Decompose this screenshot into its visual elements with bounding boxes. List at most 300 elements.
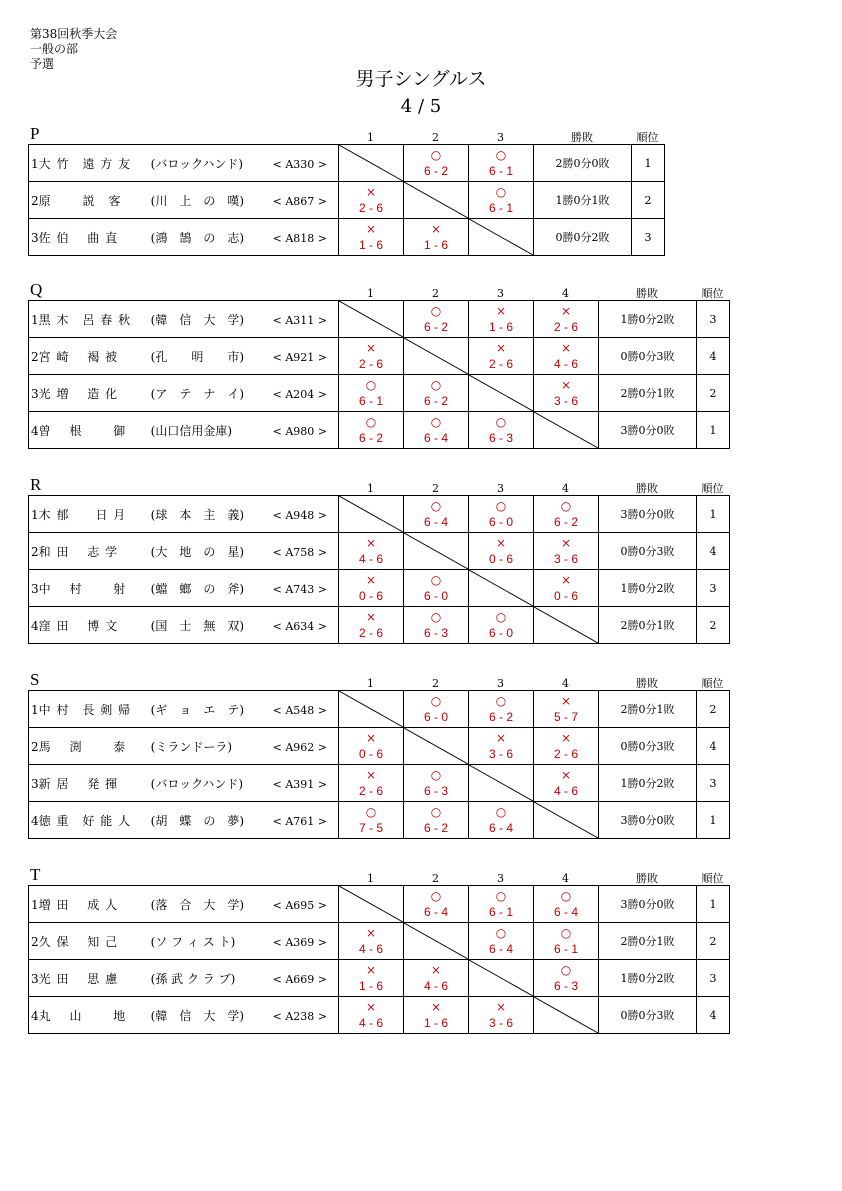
match-score: 6 - 3: [423, 626, 448, 640]
loss-mark: ×: [365, 963, 377, 977]
stage-name: 予選: [30, 57, 55, 71]
table-row: [29, 338, 730, 375]
self-match-cell: [469, 570, 534, 607]
match-cell: [469, 607, 534, 644]
player-cell: [29, 691, 339, 728]
league-table: [28, 690, 730, 839]
player-id: < A548 >: [272, 703, 328, 717]
player-number: 3: [31, 386, 39, 401]
result-header: 勝敗: [636, 287, 658, 300]
loss-mark: ×: [495, 1000, 507, 1014]
column-header: 2: [432, 131, 439, 144]
column-header: 1: [367, 131, 374, 144]
match-cell: [534, 960, 599, 997]
rank-cell: 3: [697, 301, 730, 338]
player-cell: [29, 412, 339, 449]
win-mark: ○: [495, 889, 507, 903]
player-club: (蟷 螂 の 斧): [150, 581, 245, 596]
self-match-cell: [339, 886, 404, 923]
player-name: 増 田 成 人: [38, 897, 119, 912]
group-label: Q: [30, 280, 43, 299]
match-cell: [404, 301, 469, 338]
column-header: 3: [497, 677, 504, 690]
match-score: 6 - 0: [423, 710, 448, 724]
player-id: < A818 >: [272, 231, 328, 245]
group-label: T: [30, 865, 41, 884]
player-number: 2: [31, 544, 39, 559]
win-mark: ○: [560, 963, 572, 977]
loss-mark: ×: [560, 768, 572, 782]
win-mark: ○: [365, 805, 377, 819]
match-score: 2 - 6: [358, 201, 383, 215]
match-cell: [404, 412, 469, 449]
player-name: 中 村 射: [38, 581, 127, 596]
result-header: 勝敗: [636, 872, 658, 885]
match-score: 6 - 0: [488, 626, 513, 640]
loss-mark: ×: [560, 694, 572, 708]
column-header: 3: [497, 131, 504, 144]
rank-cell: 4: [697, 997, 730, 1034]
player-club: (鴻 鵠 の 志): [150, 230, 245, 245]
table-row: [29, 765, 730, 802]
rank-cell: 1: [697, 802, 730, 839]
player-name: 新 居 発 揮: [38, 776, 119, 791]
loss-mark: ×: [430, 963, 442, 977]
table-row: [29, 607, 730, 644]
match-score: 6 - 2: [553, 515, 578, 529]
loss-mark: ×: [495, 731, 507, 745]
table-row: [29, 997, 730, 1034]
player-club: (ミランドーラ): [150, 739, 233, 754]
match-score: 1 - 6: [423, 238, 448, 252]
record-cell: 1勝0分1敗: [534, 182, 632, 219]
match-cell: [469, 923, 534, 960]
match-score: 3 - 6: [553, 552, 578, 566]
player-club: (孔 明 市): [150, 349, 245, 364]
rank-cell: 3: [697, 570, 730, 607]
match-cell: [534, 570, 599, 607]
win-mark: ○: [495, 926, 507, 940]
match-score: 6 - 1: [488, 905, 513, 919]
player-cell: [29, 375, 339, 412]
player-cell: [29, 802, 339, 839]
match-score: 0 - 6: [553, 589, 578, 603]
table-row: [29, 570, 730, 607]
column-header: 2: [432, 677, 439, 690]
player-name: 馬 渕 泰: [38, 739, 127, 754]
win-mark: ○: [430, 610, 442, 624]
match-cell: [404, 219, 469, 256]
loss-mark: ×: [430, 1000, 442, 1014]
self-match-cell: [339, 145, 404, 182]
player-number: 1: [31, 702, 39, 717]
player-club: (大 地 の 星): [150, 544, 245, 559]
match-score: 0 - 6: [358, 747, 383, 761]
match-cell: [404, 960, 469, 997]
self-match-cell: [404, 338, 469, 375]
loss-mark: ×: [560, 573, 572, 587]
player-cell: [29, 301, 339, 338]
match-score: 6 - 4: [423, 515, 448, 529]
match-score: 1 - 6: [358, 238, 383, 252]
player-name: 大 竹 遠 方 友: [38, 156, 132, 171]
win-mark: ○: [430, 148, 442, 162]
match-cell: [469, 496, 534, 533]
player-cell: [29, 765, 339, 802]
table-row: [29, 533, 730, 570]
record-cell: 3勝0分0敗: [599, 802, 697, 839]
match-score: 2 - 6: [358, 784, 383, 798]
player-cell: [29, 570, 339, 607]
match-score: 1 - 6: [423, 1016, 448, 1030]
self-match-cell: [469, 219, 534, 256]
record-cell: 2勝0分1敗: [599, 607, 697, 644]
record-cell: 0勝0分2敗: [534, 219, 632, 256]
rank-cell: 3: [632, 219, 665, 256]
player-name: 和 田 志 学: [38, 544, 119, 559]
match-cell: [404, 691, 469, 728]
player-club: (国 士 無 双): [150, 618, 245, 633]
player-club: (バロックハンド): [150, 156, 244, 171]
division-name: 一般の部: [30, 42, 79, 56]
column-header: 4: [562, 287, 569, 300]
match-score: 0 - 6: [488, 552, 513, 566]
match-score: 2 - 6: [488, 357, 513, 371]
self-match-cell: [534, 607, 599, 644]
rank-cell: 1: [632, 145, 665, 182]
match-score: 5 - 7: [553, 710, 578, 724]
player-name: 光 増 造 化: [38, 386, 119, 401]
player-number: 4: [31, 423, 39, 438]
win-mark: ○: [495, 499, 507, 513]
player-club: (ギ ョ エ テ): [150, 702, 245, 717]
win-mark: ○: [495, 148, 507, 162]
match-score: 7 - 5: [358, 821, 383, 835]
loss-mark: ×: [495, 536, 507, 550]
match-score: 3 - 6: [488, 747, 513, 761]
player-name: 久 保 知 己: [38, 934, 119, 949]
record-cell: 1勝0分2敗: [599, 765, 697, 802]
player-name: 徳 重 好 能 人: [38, 813, 132, 828]
record-cell: 1勝0分2敗: [599, 960, 697, 997]
match-score: 4 - 6: [553, 357, 578, 371]
rank-header: 順位: [636, 131, 659, 144]
match-score: 6 - 3: [423, 784, 448, 798]
player-number: 2: [31, 739, 39, 754]
player-number: 3: [31, 581, 39, 596]
loss-mark: ×: [365, 1000, 377, 1014]
match-cell: [339, 182, 404, 219]
loss-mark: ×: [560, 378, 572, 392]
result-header: 勝敗: [636, 482, 658, 495]
group-label: R: [30, 475, 42, 494]
match-cell: [404, 375, 469, 412]
match-score: 6 - 3: [488, 431, 513, 445]
record-cell: 2勝0分1敗: [599, 691, 697, 728]
self-match-cell: [404, 533, 469, 570]
match-score: 4 - 6: [358, 552, 383, 566]
loss-mark: ×: [365, 573, 377, 587]
match-cell: [339, 219, 404, 256]
win-mark: ○: [430, 499, 442, 513]
player-club: (川 上 の 嘆): [150, 193, 245, 208]
win-mark: ○: [430, 573, 442, 587]
player-club: (ソ フ ィ ス ト): [150, 934, 236, 949]
match-score: 6 - 3: [553, 979, 578, 993]
table-row: [29, 412, 730, 449]
player-club: (孫 武 ク ラ ブ): [150, 971, 236, 986]
player-id: < A695 >: [272, 898, 328, 912]
match-score: 6 - 0: [488, 515, 513, 529]
record-cell: 3勝0分0敗: [599, 412, 697, 449]
player-cell: [29, 219, 339, 256]
win-mark: ○: [430, 889, 442, 903]
self-match-cell: [404, 182, 469, 219]
player-cell: [29, 886, 339, 923]
match-cell: [404, 607, 469, 644]
player-cell: [29, 923, 339, 960]
match-cell: [469, 338, 534, 375]
player-name: 佐 伯 曲 直: [38, 230, 119, 245]
player-number: 1: [31, 156, 39, 171]
record-cell: 2勝0分0敗: [534, 145, 632, 182]
match-cell: [469, 533, 534, 570]
player-name: 中 村 長 剣 帰: [38, 702, 132, 717]
match-cell: [534, 375, 599, 412]
match-cell: [404, 765, 469, 802]
match-cell: [534, 886, 599, 923]
result-header: 勝敗: [636, 677, 658, 690]
column-header: 3: [497, 482, 504, 495]
match-cell: [339, 570, 404, 607]
win-mark: ○: [495, 415, 507, 429]
match-score: 6 - 1: [488, 201, 513, 215]
match-cell: [404, 496, 469, 533]
self-match-cell: [469, 375, 534, 412]
player-club: (胡 蝶 の 夢): [150, 813, 245, 828]
loss-mark: ×: [365, 341, 377, 355]
player-number: 2: [31, 349, 39, 364]
record-cell: 1勝0分2敗: [599, 570, 697, 607]
match-score: 6 - 1: [488, 164, 513, 178]
player-cell: [29, 607, 339, 644]
loss-mark: ×: [365, 185, 377, 199]
match-cell: [404, 570, 469, 607]
record-cell: 1勝0分2敗: [599, 301, 697, 338]
match-cell: [469, 886, 534, 923]
player-number: 4: [31, 1008, 39, 1023]
match-score: 6 - 4: [553, 905, 578, 919]
match-cell: [339, 802, 404, 839]
rank-cell: 2: [632, 182, 665, 219]
match-score: 6 - 2: [423, 164, 448, 178]
player-id: < A204 >: [272, 387, 328, 401]
table-row: [29, 375, 730, 412]
match-cell: [339, 338, 404, 375]
loss-mark: ×: [430, 222, 442, 236]
self-match-cell: [534, 997, 599, 1034]
rank-cell: 1: [697, 412, 730, 449]
match-score: 4 - 6: [553, 784, 578, 798]
player-id: < A238 >: [272, 1009, 328, 1023]
table-row: [29, 182, 665, 219]
match-score: 6 - 4: [488, 821, 513, 835]
record-cell: 0勝0分3敗: [599, 533, 697, 570]
loss-mark: ×: [560, 731, 572, 745]
loss-mark: ×: [365, 610, 377, 624]
match-score: 3 - 6: [553, 394, 578, 408]
loss-mark: ×: [365, 222, 377, 236]
player-name: 原 説 客: [38, 193, 122, 208]
self-match-cell: [339, 691, 404, 728]
player-cell: [29, 533, 339, 570]
match-cell: [469, 145, 534, 182]
match-cell: [469, 691, 534, 728]
win-mark: ○: [495, 694, 507, 708]
loss-mark: ×: [365, 536, 377, 550]
match-score: 6 - 4: [423, 905, 448, 919]
match-cell: [339, 607, 404, 644]
player-number: 2: [31, 934, 39, 949]
table-row: [29, 960, 730, 997]
match-cell: [339, 728, 404, 765]
win-mark: ○: [560, 499, 572, 513]
loss-mark: ×: [560, 536, 572, 550]
group-label: S: [30, 670, 40, 689]
player-name: 宮 崎 褐 被: [38, 349, 119, 364]
player-id: < A962 >: [272, 740, 328, 754]
player-club: (バロックハンド): [150, 776, 244, 791]
match-cell: [404, 802, 469, 839]
win-mark: ○: [430, 694, 442, 708]
column-header: 3: [497, 872, 504, 885]
player-id: < A391 >: [272, 777, 328, 791]
player-id: < A980 >: [272, 424, 328, 438]
match-cell: [404, 997, 469, 1034]
table-row: [29, 886, 730, 923]
player-number: 4: [31, 618, 39, 633]
self-match-cell: [469, 765, 534, 802]
player-number: 3: [31, 971, 39, 986]
match-score: 2 - 6: [553, 747, 578, 761]
loss-mark: ×: [495, 304, 507, 318]
match-score: 1 - 6: [488, 320, 513, 334]
record-cell: 3勝0分0敗: [599, 496, 697, 533]
column-header: 4: [562, 482, 569, 495]
player-cell: [29, 960, 339, 997]
player-club: (韓 信 大 学): [150, 1008, 245, 1023]
player-id: < A369 >: [272, 935, 328, 949]
match-score: 3 - 6: [488, 1016, 513, 1030]
table-row: [29, 728, 730, 765]
win-mark: ○: [495, 610, 507, 624]
rank-header: 順位: [701, 677, 724, 690]
player-name: 窪 田 博 文: [38, 618, 119, 633]
self-match-cell: [339, 496, 404, 533]
rank-cell: 1: [697, 886, 730, 923]
match-score: 2 - 6: [553, 320, 578, 334]
player-club: (韓 信 大 学): [150, 312, 245, 327]
rank-header: 順位: [701, 872, 724, 885]
self-match-cell: [339, 301, 404, 338]
win-mark: ○: [560, 926, 572, 940]
match-score: 6 - 2: [423, 394, 448, 408]
player-number: 1: [31, 897, 39, 912]
loss-mark: ×: [560, 304, 572, 318]
rank-cell: 2: [697, 607, 730, 644]
record-cell: 0勝0分3敗: [599, 728, 697, 765]
player-cell: [29, 496, 339, 533]
group-label: P: [30, 124, 40, 143]
self-match-cell: [404, 728, 469, 765]
player-number: 3: [31, 230, 39, 245]
match-cell: [339, 960, 404, 997]
rank-cell: 3: [697, 765, 730, 802]
player-id: < A743 >: [272, 582, 328, 596]
player-club: (球 本 主 義): [150, 507, 245, 522]
table-row: [29, 301, 730, 338]
match-cell: [534, 923, 599, 960]
rank-header: 順位: [701, 482, 724, 495]
player-id: < A921 >: [272, 350, 328, 364]
result-header: 勝敗: [571, 131, 593, 144]
player-name: 曽 根 御: [38, 423, 127, 438]
player-club: (山口信用金庫): [150, 423, 233, 438]
player-cell: [29, 182, 339, 219]
table-row: [29, 802, 730, 839]
match-cell: [404, 886, 469, 923]
player-number: 4: [31, 813, 39, 828]
match-cell: [469, 301, 534, 338]
match-cell: [404, 145, 469, 182]
table-row: [29, 496, 730, 533]
match-cell: [469, 182, 534, 219]
tournament-name: 第38回秋季大会: [30, 27, 118, 41]
record-cell: 2勝0分1敗: [599, 375, 697, 412]
match-score: 6 - 4: [488, 942, 513, 956]
player-id: < A634 >: [272, 619, 328, 633]
win-mark: ○: [430, 378, 442, 392]
loss-mark: ×: [495, 341, 507, 355]
player-number: 3: [31, 776, 39, 791]
player-id: < A758 >: [272, 545, 328, 559]
win-mark: ○: [495, 185, 507, 199]
player-number: 2: [31, 193, 39, 208]
column-header: 1: [367, 872, 374, 885]
page-number: 4 / 5: [400, 96, 442, 117]
match-score: 6 - 2: [423, 821, 448, 835]
match-score: 2 - 6: [358, 626, 383, 640]
league-table: [28, 144, 665, 256]
match-cell: [339, 765, 404, 802]
player-cell: [29, 728, 339, 765]
column-header: 2: [432, 872, 439, 885]
match-cell: [339, 997, 404, 1034]
match-score: 1 - 6: [358, 979, 383, 993]
rank-cell: 3: [697, 960, 730, 997]
win-mark: ○: [430, 768, 442, 782]
player-name: 木 郁 日 月: [38, 507, 127, 522]
match-score: 6 - 0: [423, 589, 448, 603]
loss-mark: ×: [365, 768, 377, 782]
win-mark: ○: [365, 415, 377, 429]
self-match-cell: [469, 960, 534, 997]
self-match-cell: [534, 412, 599, 449]
match-cell: [534, 728, 599, 765]
rank-cell: 4: [697, 338, 730, 375]
rank-cell: 2: [697, 375, 730, 412]
player-cell: [29, 145, 339, 182]
